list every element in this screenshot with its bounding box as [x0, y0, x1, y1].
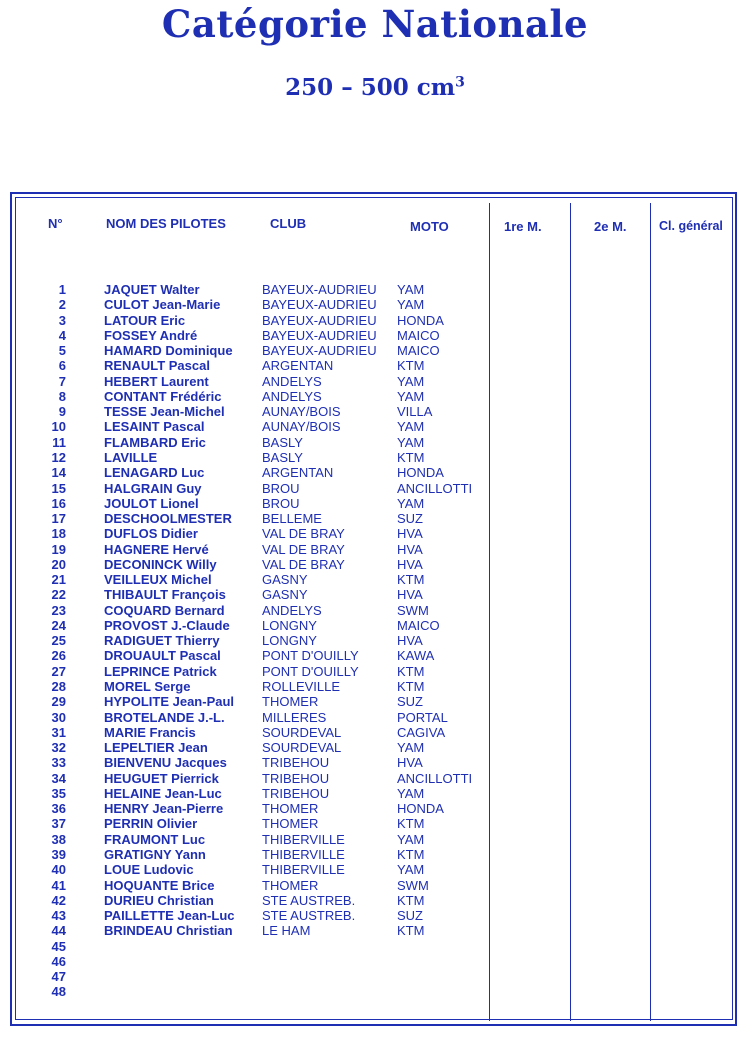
pilot-name: CULOT Jean-Marie — [104, 297, 221, 313]
motorcycle-brand: KTM — [397, 358, 425, 374]
club-name: PONT D'OUILLY — [262, 648, 359, 664]
row-number: 15 — [51, 480, 66, 496]
motorcycle-brand: KTM — [397, 679, 425, 695]
row-number: 23 — [51, 602, 66, 618]
motorcycle-brand: KTM — [397, 892, 425, 908]
row-number: 42 — [51, 892, 66, 908]
motorcycle-brand: MAICO — [397, 617, 440, 633]
motorcycle-brand: HONDA — [397, 465, 444, 481]
row-number: 25 — [51, 633, 66, 649]
row-number: 47 — [51, 969, 66, 985]
club-name: ANDELYS — [262, 373, 322, 389]
pilot-name: PROVOST J.-Claude — [104, 617, 230, 633]
club-name: VAL DE BRAY — [262, 526, 345, 542]
pilot-name: CONTANT Frédéric — [104, 388, 222, 404]
pilot-name: HAMARD Dominique — [104, 343, 233, 359]
club-name: BAYEUX-AUDRIEU — [262, 282, 377, 297]
motorcycle-brand: HVA — [397, 587, 423, 603]
club-name: THIBERVILLE — [262, 862, 345, 878]
pilot-name: RENAULT Pascal — [104, 358, 210, 374]
header-number: N° — [48, 216, 63, 231]
club-name: LONGNY — [262, 633, 317, 649]
club-name: ANDELYS — [262, 388, 322, 404]
row-number: 6 — [58, 358, 66, 374]
club-name: THOMER — [262, 694, 319, 710]
club-name: GASNY — [262, 587, 308, 603]
pilot-name: HELAINE Jean-Luc — [104, 785, 222, 801]
pilot-name: LOUE Ludovic — [104, 862, 194, 878]
row-number: 27 — [51, 663, 66, 679]
row-number: 18 — [51, 526, 66, 542]
pilot-name: LESAINT Pascal — [104, 419, 205, 435]
club-name: VAL DE BRAY — [262, 541, 345, 557]
motorcycle-brand: YAM — [397, 740, 425, 756]
club-name: GASNY — [262, 572, 308, 588]
row-number: 3 — [58, 312, 66, 328]
column-divider — [650, 203, 651, 1021]
row-number: 11 — [52, 434, 66, 450]
row-number: 12 — [51, 449, 66, 465]
club-name: PONT D'OUILLY — [262, 663, 359, 679]
motorcycle-brand: YAM — [397, 831, 425, 847]
club-name: SOURDEVAL — [262, 740, 342, 756]
pilot-name: DECONINCK Willy — [104, 556, 217, 572]
pilot-name: BRINDEAU Christian — [104, 923, 233, 939]
motorcycle-brand: SUZ — [397, 908, 423, 924]
motorcycle-brand: SUZ — [397, 694, 423, 710]
row-number: 20 — [51, 556, 66, 572]
pilot-name: LATOUR Eric — [104, 312, 186, 328]
club-name: ARGENTAN — [262, 465, 334, 481]
row-number: 9 — [58, 404, 66, 420]
motorcycle-brand: KTM — [397, 572, 425, 588]
row-number: 45 — [51, 938, 66, 954]
pilot-name: RADIGUET Thierry — [104, 633, 220, 649]
club-name: TRIBEHOU — [262, 770, 330, 786]
motorcycle-brand: KTM — [397, 449, 425, 465]
pilot-name: DROUAULT Pascal — [104, 648, 221, 664]
pilot-name: DUFLOS Didier — [104, 526, 198, 542]
pilot-name: LENAGARD Luc — [104, 465, 205, 481]
motorcycle-brand: KTM — [397, 663, 425, 679]
row-number: 41 — [51, 877, 66, 893]
row-number: 38 — [51, 831, 66, 847]
motorcycle-brand: SWM — [397, 602, 429, 618]
club-name: BAYEUX-AUDRIEU — [262, 343, 377, 359]
club-name: THOMER — [262, 816, 319, 832]
motorcycle-brand: KTM — [397, 846, 425, 862]
motorcycle-brand: SUZ — [397, 511, 423, 527]
header-pilot-name: NOM DES PILOTES — [106, 216, 226, 231]
motorcycle-brand: YAM — [397, 388, 425, 404]
motorcycle-brand: YAM — [397, 373, 425, 389]
club-name: SOURDEVAL — [262, 724, 342, 740]
pilot-name: HAGNERE Hervé — [104, 541, 209, 557]
row-number: 28 — [51, 679, 66, 695]
pilot-name: JOULOT Lionel — [104, 495, 199, 511]
pilot-name: HENRY Jean-Pierre — [104, 801, 224, 817]
motorcycle-brand: HONDA — [397, 801, 444, 817]
pilot-name: LEPELTIER Jean — [104, 740, 208, 756]
row-number: 30 — [51, 709, 66, 725]
row-number: 48 — [51, 984, 66, 1000]
motorcycle-brand: YAM — [397, 419, 425, 435]
motorcycle-brand: VILLA — [397, 404, 433, 420]
pilot-name: PAILLETTE Jean-Luc — [104, 908, 235, 924]
pilot-name: MOREL Serge — [104, 679, 191, 695]
row-number: 32 — [51, 740, 66, 756]
motorcycle-brand: YAM — [397, 297, 425, 313]
pilot-name: FOSSEY André — [104, 327, 198, 343]
motorcycle-brand: HVA — [397, 633, 423, 649]
row-number: 14 — [51, 465, 66, 481]
club-name: STE AUSTREB. — [262, 892, 356, 908]
club-name: BELLEME — [262, 511, 322, 527]
club-name: ARGENTAN — [262, 358, 334, 374]
pilot-name: DURIEU Christian — [104, 892, 214, 908]
header-first-heat: 1re M. — [504, 219, 542, 234]
pilot-name: HEUGUET Pierrick — [104, 770, 219, 786]
header-second-heat: 2e M. — [594, 219, 627, 234]
motorcycle-brand: YAM — [397, 434, 425, 450]
club-name: ANDELYS — [262, 602, 322, 618]
motorcycle-brand: KAWA — [397, 648, 435, 664]
row-number: 8 — [58, 388, 66, 404]
pilot-name: COQUARD Bernard — [104, 602, 225, 618]
club-name: MILLERES — [262, 709, 327, 725]
row-number: 4 — [58, 327, 66, 343]
club-name: THIBERVILLE — [262, 831, 345, 847]
pilot-name: JAQUET Walter — [104, 282, 200, 297]
club-name: AUNAY/BOIS — [262, 419, 341, 435]
row-number: 36 — [51, 801, 66, 817]
row-number: 37 — [51, 816, 66, 832]
pilot-name: FRAUMONT Luc — [104, 831, 206, 847]
row-number: 29 — [51, 694, 66, 710]
club-name: LONGNY — [262, 617, 317, 633]
club-name: LE HAM — [262, 923, 311, 939]
pilot-name: HOQUANTE Brice — [104, 877, 215, 893]
club-name: THOMER — [262, 801, 319, 817]
pilot-name: GRATIGNY Yann — [104, 846, 206, 862]
row-number: 7 — [58, 373, 66, 389]
club-name: TRIBEHOU — [262, 785, 330, 801]
club-name: STE AUSTREB. — [262, 908, 356, 924]
motorcycle-brand: YAM — [397, 862, 425, 878]
row-number: 21 — [51, 572, 66, 588]
page-title: Catégorie Nationale — [161, 2, 589, 46]
club-name: BASLY — [262, 434, 303, 450]
club-name: BAYEUX-AUDRIEU — [262, 297, 377, 313]
header-club: CLUB — [270, 216, 307, 231]
row-number: 1 — [58, 282, 66, 297]
club-name: BASLY — [262, 449, 303, 465]
motorcycle-brand: YAM — [397, 495, 425, 511]
pilot-name: FLAMBARD Eric — [104, 434, 206, 450]
pilot-name: HYPOLITE Jean-Paul — [104, 694, 235, 710]
row-number: 46 — [51, 953, 66, 969]
row-number: 33 — [51, 755, 66, 771]
pilot-name: TESSE Jean-Michel — [104, 404, 225, 420]
club-name: AUNAY/BOIS — [262, 404, 341, 420]
club-name: VAL DE BRAY — [262, 556, 345, 572]
row-number: 35 — [51, 785, 66, 801]
motorcycle-brand: HVA — [397, 556, 423, 572]
page-subtitle — [0, 74, 750, 101]
motorcycle-brand: HVA — [397, 755, 423, 771]
motorcycle-brand: HVA — [397, 541, 423, 557]
displacement-range: 250 – 500 cm — [285, 74, 456, 101]
motorcycle-brand: PORTAL — [397, 709, 448, 725]
motorcycle-brand: CAGIVA — [397, 724, 446, 740]
pilot-name: HEBERT Laurent — [104, 373, 209, 389]
row-number: 22 — [51, 587, 66, 603]
club-name: THOMER — [262, 877, 319, 893]
row-number: 5 — [58, 343, 66, 359]
pilot-name: LEPRINCE Patrick — [104, 663, 217, 679]
displacement-unit-exponent: 3 — [455, 74, 465, 91]
pilot-name: BIENVENU Jacques — [104, 755, 227, 771]
pilot-name: MARIE Francis — [104, 724, 196, 740]
row-number: 34 — [51, 770, 66, 786]
row-number: 44 — [51, 923, 66, 939]
club-name: ROLLEVILLE — [262, 679, 341, 695]
motorcycle-brand: YAM — [397, 282, 425, 297]
club-name: TRIBEHOU — [262, 755, 330, 771]
row-number: 10 — [51, 419, 66, 435]
motorcycle-brand: ANCILLOTTI — [397, 480, 473, 496]
pilot-name: HALGRAIN Guy — [104, 480, 202, 496]
motorcycle-brand: MAICO — [397, 343, 440, 359]
column-divider — [570, 203, 571, 1021]
motorcycle-brand: KTM — [397, 816, 425, 832]
club-name: BROU — [262, 480, 300, 496]
club-name: BAYEUX-AUDRIEU — [262, 312, 377, 328]
motorcycle-brand: ANCILLOTTI — [397, 770, 473, 786]
motorcycle-brand: MAICO — [397, 327, 440, 343]
header-moto: MOTO — [410, 219, 449, 234]
club-name: BROU — [262, 495, 300, 511]
row-number: 24 — [51, 617, 66, 633]
pilot-name: THIBAULT François — [104, 587, 226, 603]
pilot-name: VEILLEUX Michel — [104, 572, 212, 588]
motorcycle-brand: SWM — [397, 877, 429, 893]
pilot-name: BROTELANDE J.-L. — [104, 709, 225, 725]
row-number: 16 — [51, 495, 66, 511]
row-number: 40 — [51, 862, 66, 878]
column-divider — [489, 203, 490, 1021]
row-number: 26 — [51, 648, 66, 664]
row-number: 39 — [51, 846, 66, 862]
motorcycle-brand: KTM — [397, 923, 425, 939]
row-number: 2 — [58, 297, 66, 313]
motorcycle-brand: HVA — [397, 526, 423, 542]
pilot-name: LAVILLE — [104, 449, 158, 465]
row-number: 19 — [51, 541, 66, 557]
club-name: BAYEUX-AUDRIEU — [262, 327, 377, 343]
pilot-name: PERRIN Olivier — [104, 816, 198, 832]
pilot-name: DESCHOOLMESTER — [104, 511, 232, 527]
club-name: THIBERVILLE — [262, 846, 345, 862]
row-number: 43 — [51, 908, 66, 924]
motorcycle-brand: HONDA — [397, 312, 444, 328]
motorcycle-brand: YAM — [397, 785, 425, 801]
header-overall: Cl. général — [659, 219, 723, 233]
row-number: 17 — [51, 511, 66, 527]
row-number: 31 — [51, 724, 66, 740]
